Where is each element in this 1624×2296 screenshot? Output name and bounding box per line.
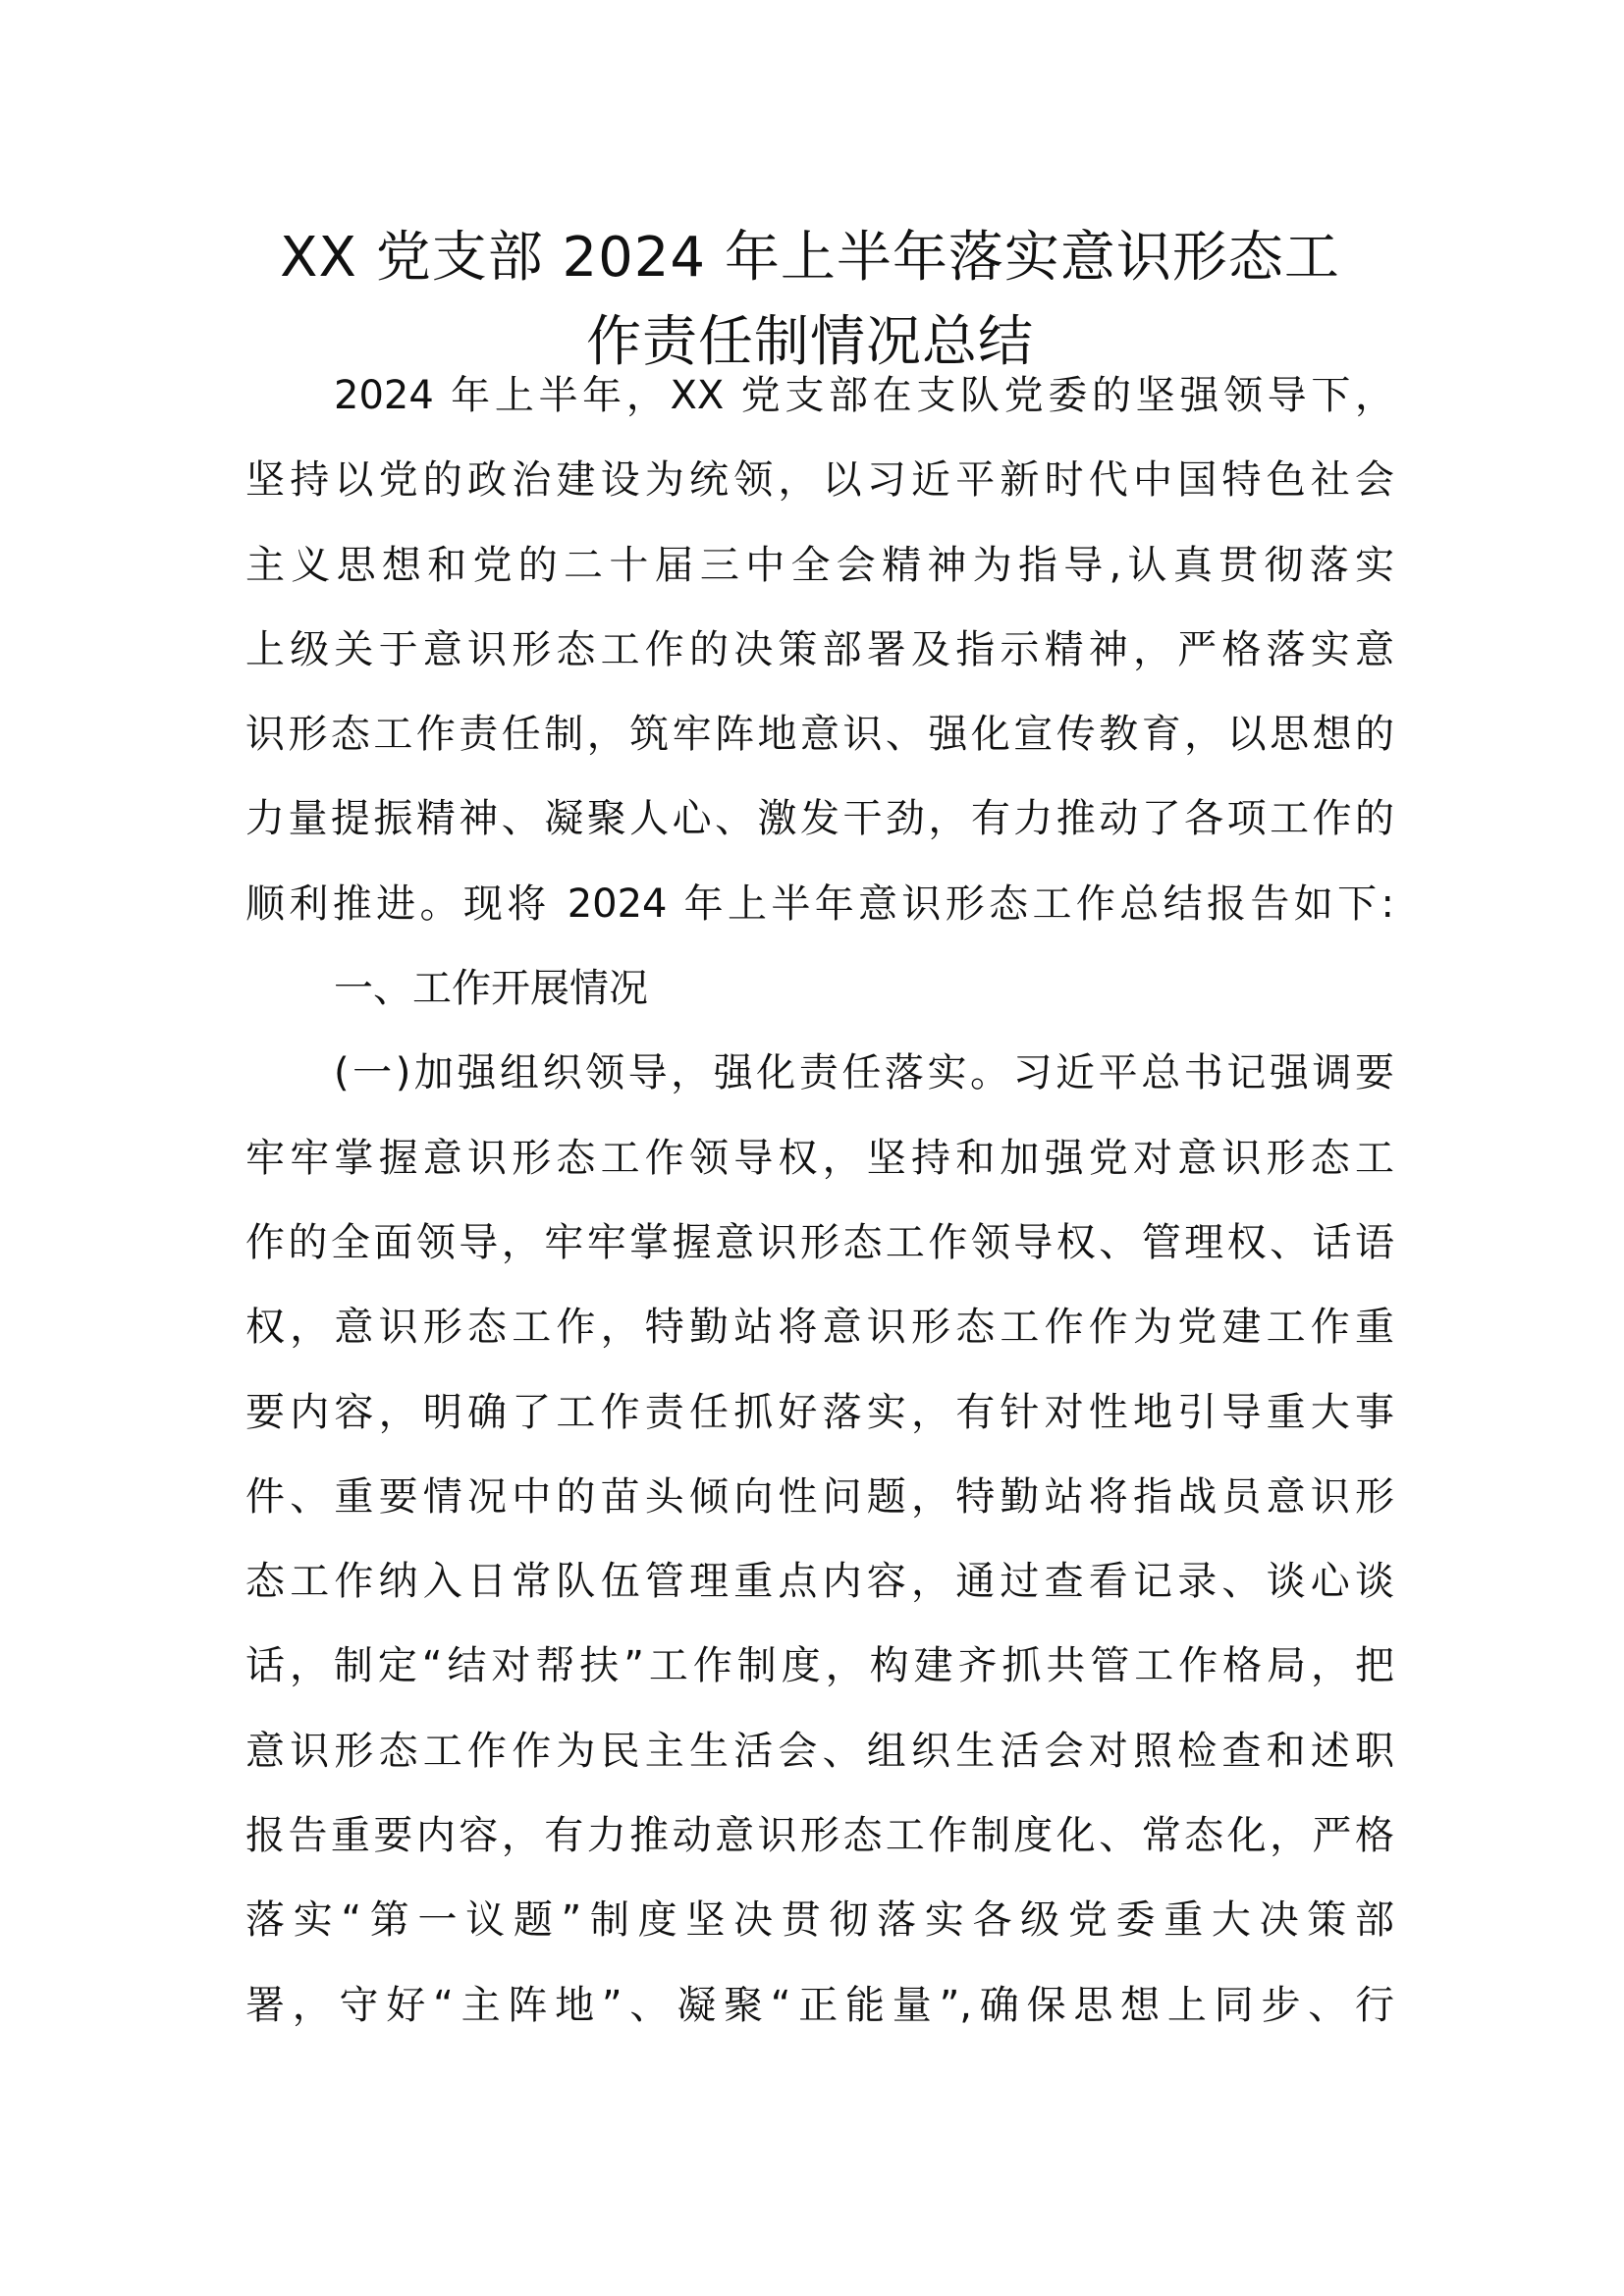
text-line: 话，制定“结对帮扶”工作制度，构建齐抓共管工作格局，把 <box>245 1643 1394 1689</box>
text-line: 上级关于意识形态工作的决策部署及指示精神，严格落实意 <box>245 626 1394 672</box>
text-line: 落实“第一议题”制度坚决贯彻落实各级党委重大决策部 <box>245 1897 1394 1944</box>
text-line: 署，守好“主阵地”、凝聚“正能量”,确保思想上同步、行 <box>245 1982 1394 2028</box>
text-line: (一)加强组织领导，强化责任落实。习近平总书记强调要 <box>334 1050 1394 1096</box>
text-line: 权，意识形态工作，特勤站将意识形态工作作为党建工作重 <box>245 1305 1394 1351</box>
text-line: 识形态工作责任制，筑牢阵地意识、强化宣传教育，以思想的 <box>245 712 1394 758</box>
title-line-1: XX 党支部 2024 年上半年落实意识形态工 <box>280 226 1340 290</box>
text-line: 要内容，明确了工作责任抓好落实，有针对性地引导重大事 <box>245 1389 1394 1435</box>
section-heading: 一、工作开展情况 <box>334 966 648 1012</box>
paragraph-intro <box>245 353 1394 946</box>
text-line: 力量提振精神、凝聚人心、激发干劲，有力推动了各项工作的 <box>245 796 1394 842</box>
text-line: 意识形态工作作为民主生活会、组织生活会对照检查和述职 <box>245 1728 1394 1774</box>
text-line: 坚持以党的政治建设为统领，以习近平新时代中国特色社会 <box>245 457 1394 504</box>
text-line: 报告重要内容，有力推动意识形态工作制度化、常态化，严格 <box>245 1813 1394 1859</box>
text-line: 顺利推进。现将 2024 年上半年意识形态工作总结报告如下: <box>245 881 1394 927</box>
title-line-2: 作责任制情况总结 <box>586 310 1034 374</box>
text-line: 2024 年上半年，XX 党支部在支队党委的坚强领导下， <box>334 373 1394 418</box>
text-line: 件、重要情况中的苗头倾向性问题，特勤站将指战员意识形 <box>245 1473 1394 1520</box>
text-line: 态工作纳入日常队伍管理重点内容，通过查看记录、谈心谈 <box>245 1559 1394 1605</box>
text-line: 作的全面领导，牢牢掌握意识形态工作领导权、管理权、话语 <box>245 1219 1394 1265</box>
document-body <box>245 353 1394 2048</box>
text-line: 牢牢掌握意识形态工作领导权，坚持和加强党对意识形态工 <box>245 1135 1394 1181</box>
paragraph-organization <box>245 1031 1394 2048</box>
text-line: 主义思想和党的二十届三中全会精神为指导,认真贯彻落实 <box>245 542 1394 588</box>
